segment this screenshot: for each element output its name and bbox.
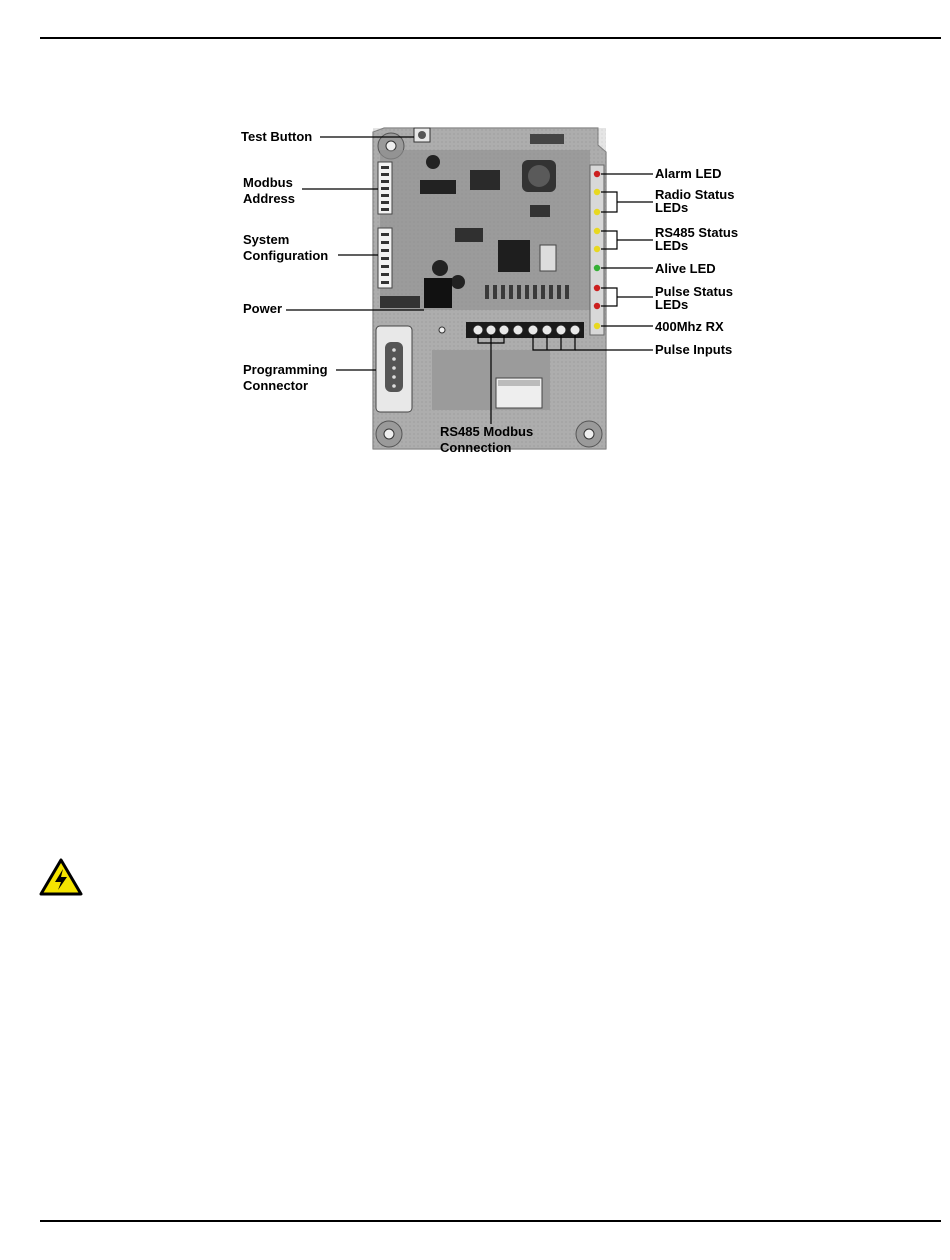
label-rs485-status-line1: RS485 Status [655, 225, 739, 240]
label-power: Power [243, 301, 283, 316]
label-rs485-status-line2: LEDs [655, 238, 689, 253]
label-radio-status-line1: Radio Status [655, 187, 735, 202]
pulse-status-led [594, 303, 600, 309]
rs485-status-led [594, 228, 600, 234]
label-alive-led: Alive LED [655, 261, 716, 276]
label-pulse-inputs: Pulse Inputs [655, 342, 733, 357]
label-programming-line1: Programming [243, 362, 328, 377]
pulse-status-led [594, 285, 600, 291]
label-rs485-modbus-line2: Connection [440, 440, 512, 455]
footer-rule [40, 1220, 941, 1222]
label-rs485-modbus-line1: RS485 Modbus [440, 424, 534, 439]
rs485-status-led [594, 246, 600, 252]
label-400mhz-rx: 400Mhz RX [655, 319, 724, 334]
rx-400mhz-led [594, 323, 600, 329]
label-test-button: Test Button [241, 129, 313, 144]
warning-electric-icon [39, 858, 83, 896]
radio-status-led [594, 189, 600, 195]
alarm-led [594, 171, 600, 177]
label-pulse-status-line2: LEDs [655, 297, 689, 312]
pcb-board [373, 128, 606, 449]
radio-status-led [594, 209, 600, 215]
label-system-config-line2: Configuration [243, 248, 329, 263]
label-system-config-line1: System [243, 232, 290, 247]
label-radio-status-line2: LEDs [655, 200, 689, 215]
label-modbus-address-line1: Modbus [243, 175, 293, 190]
label-pulse-status-line1: Pulse Status [655, 284, 734, 299]
label-programming-line2: Connector [243, 378, 308, 393]
label-modbus-address-line2: Address [243, 191, 296, 206]
label-alarm-led: Alarm LED [655, 166, 722, 181]
alive-led [594, 265, 600, 271]
